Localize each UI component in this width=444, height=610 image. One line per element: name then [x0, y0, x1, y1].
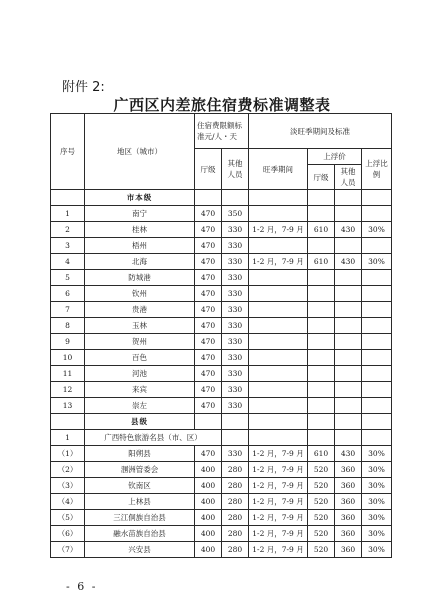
cell-region: 北海: [85, 254, 195, 270]
cell-seq: （7）: [51, 542, 85, 558]
table-row: [51, 206, 392, 222]
cell-region: 三江侗族自治县: [85, 510, 195, 526]
cell-region: 涠洲管委会: [85, 462, 195, 478]
county-group-label: 广西特色旅游名县（市、区）: [85, 430, 222, 446]
cell-ratio: 30%: [362, 542, 392, 558]
cell-ratio: [362, 286, 392, 302]
cell-peak-others: 430: [335, 222, 362, 238]
cell-period: [249, 206, 308, 222]
header-raise-bureau: 厅级: [308, 165, 335, 190]
table-row: [51, 526, 392, 542]
cell-peak-others: 360: [335, 478, 362, 494]
cell-seq: （6）: [51, 526, 85, 542]
header-raise-price: 上浮价: [308, 149, 362, 165]
cell-ratio: 30%: [362, 510, 392, 526]
section-row-county: [51, 414, 392, 430]
cell-period: [249, 286, 308, 302]
cell-peak-others: [335, 398, 362, 414]
cell-others: 330: [222, 238, 249, 254]
cell-period: [249, 382, 308, 398]
cell-peak-others: [335, 286, 362, 302]
cell-bureau: 470: [195, 206, 222, 222]
cell-seq: 10: [51, 350, 85, 366]
cell-peak-bureau: [308, 334, 335, 350]
cell-peak-others: 360: [335, 526, 362, 542]
cell-period: 1-2 月，7-9 月: [249, 510, 308, 526]
table-row: [51, 446, 392, 462]
cell-bureau: 470: [195, 270, 222, 286]
cell-region: 兴安县: [85, 542, 195, 558]
cell-others: 330: [222, 222, 249, 238]
cell-peak-others: [335, 270, 362, 286]
cell-others: 280: [222, 478, 249, 494]
cell-region: 钦州: [85, 286, 195, 302]
cell-others: 350: [222, 206, 249, 222]
table-row: [51, 366, 392, 382]
cell-period: 1-2 月，7-9 月: [249, 446, 308, 462]
cell-region: 贵港: [85, 302, 195, 318]
cell-seq: 4: [51, 254, 85, 270]
cell-peak-others: 360: [335, 494, 362, 510]
cell-ratio: 30%: [362, 462, 392, 478]
cell-peak-bureau: [308, 398, 335, 414]
cell-peak-bureau: [308, 302, 335, 318]
header-raise-others: 其他人员: [335, 165, 362, 190]
cell-bureau: 470: [195, 350, 222, 366]
cell-period: 1-2 月，7-9 月: [249, 478, 308, 494]
cell-period: [249, 334, 308, 350]
cell-peak-others: [335, 350, 362, 366]
cell-period: [249, 238, 308, 254]
section-label-county: 县级: [85, 414, 195, 430]
cell-region: 梧州: [85, 238, 195, 254]
cell-ratio: [362, 206, 392, 222]
cell-region: 阳朔县: [85, 446, 195, 462]
cell-bureau: 400: [195, 510, 222, 526]
table-body: [51, 190, 392, 206]
cell-region: 上林县: [85, 494, 195, 510]
cell-peak-bureau: 520: [308, 494, 335, 510]
section-label-city: 市本级: [85, 190, 195, 206]
table-row: [51, 494, 392, 510]
cell-period: [249, 366, 308, 382]
cell-bureau: 470: [195, 286, 222, 302]
cell-bureau: 470: [195, 318, 222, 334]
header-seq: 序号: [51, 114, 85, 190]
cell-region: 贺州: [85, 334, 195, 350]
cell-seq: 12: [51, 382, 85, 398]
cell-others: 330: [222, 286, 249, 302]
cell-peak-others: [335, 206, 362, 222]
cell-region: 崇左: [85, 398, 195, 414]
cell-peak-others: 360: [335, 462, 362, 478]
cell-peak-others: [335, 334, 362, 350]
cell-bureau: 470: [195, 366, 222, 382]
header-rate-group: 住宿费限额标准元/人・天: [195, 114, 249, 149]
cell-ratio: [362, 270, 392, 286]
cell-peak-others: [335, 318, 362, 334]
cell-region: 桂林: [85, 222, 195, 238]
cell-peak-others: 360: [335, 510, 362, 526]
header-raise-ratio: 上浮比例: [362, 149, 392, 190]
cell-peak-bureau: [308, 366, 335, 382]
cell-ratio: [362, 382, 392, 398]
cell-others: 330: [222, 350, 249, 366]
cell-others: 280: [222, 494, 249, 510]
cell-peak-bureau: [308, 382, 335, 398]
county-section: [51, 414, 392, 446]
header-season-group: 淡旺季期间及标准: [249, 114, 392, 149]
county-group-seq: 1: [51, 430, 85, 446]
cell-peak-bureau: 610: [308, 254, 335, 270]
county-group-row: [51, 430, 392, 446]
cell-period: 1-2 月，7-9 月: [249, 526, 308, 542]
cell-others: 330: [222, 302, 249, 318]
cell-others: 330: [222, 382, 249, 398]
cell-bureau: 470: [195, 238, 222, 254]
cell-seq: 7: [51, 302, 85, 318]
page-number: - 6 -: [66, 580, 98, 593]
cell-period: [249, 398, 308, 414]
cell-peak-bureau: 520: [308, 478, 335, 494]
cell-seq: （4）: [51, 494, 85, 510]
cell-peak-bureau: 520: [308, 542, 335, 558]
cell-peak-others: [335, 302, 362, 318]
cell-ratio: 30%: [362, 526, 392, 542]
cell-ratio: [362, 238, 392, 254]
table-row: [51, 350, 392, 366]
cell-ratio: [362, 366, 392, 382]
cell-others: 330: [222, 398, 249, 414]
cell-peak-others: 360: [335, 542, 362, 558]
cell-region: 防城港: [85, 270, 195, 286]
header-others: 其他人员: [222, 149, 249, 190]
cell-peak-bureau: 610: [308, 222, 335, 238]
cell-bureau: 470: [195, 446, 222, 462]
cell-seq: 2: [51, 222, 85, 238]
cell-region: 南宁: [85, 206, 195, 222]
cell-peak-others: [335, 382, 362, 398]
cell-peak-others: 430: [335, 446, 362, 462]
cell-period: 1-2 月，7-9 月: [249, 542, 308, 558]
cell-peak-others: 430: [335, 254, 362, 270]
cell-region: 玉林: [85, 318, 195, 334]
cell-bureau: 470: [195, 382, 222, 398]
cell-region: 融水苗族自治县: [85, 526, 195, 542]
cell-ratio: [362, 334, 392, 350]
cell-bureau: 400: [195, 526, 222, 542]
cell-peak-bureau: [308, 270, 335, 286]
cell-ratio: 30%: [362, 494, 392, 510]
cell-ratio: [362, 302, 392, 318]
cell-period: 1-2 月，7-9 月: [249, 254, 308, 270]
cell-ratio: [362, 350, 392, 366]
cell-region: 河池: [85, 366, 195, 382]
document-title: 广西区内差旅住宿费标准调整表: [113, 96, 331, 114]
table-header: [51, 114, 392, 190]
cell-period: 1-2 月，7-9 月: [249, 494, 308, 510]
accommodation-standard-table: [50, 113, 392, 558]
cell-seq: （1）: [51, 446, 85, 462]
cell-peak-bureau: 520: [308, 510, 335, 526]
cell-others: 280: [222, 526, 249, 542]
cell-seq: 8: [51, 318, 85, 334]
table-row: [51, 462, 392, 478]
cell-others: 330: [222, 446, 249, 462]
header-region: 地区（城市）: [85, 114, 195, 190]
cell-seq: 9: [51, 334, 85, 350]
table-row: [51, 270, 392, 286]
cell-ratio: 30%: [362, 446, 392, 462]
cell-others: 330: [222, 334, 249, 350]
cell-region: 钦南区: [85, 478, 195, 494]
cell-bureau: 470: [195, 334, 222, 350]
cell-peak-bureau: 520: [308, 462, 335, 478]
cell-peak-others: [335, 238, 362, 254]
cell-others: 280: [222, 462, 249, 478]
table-row: [51, 542, 392, 558]
cell-others: 330: [222, 366, 249, 382]
table-row: [51, 238, 392, 254]
cell-peak-bureau: [308, 286, 335, 302]
cell-seq: 1: [51, 206, 85, 222]
cell-period: [249, 302, 308, 318]
cell-peak-bureau: 520: [308, 526, 335, 542]
cell-bureau: 470: [195, 302, 222, 318]
table-row: [51, 334, 392, 350]
cell-region: 来宾: [85, 382, 195, 398]
table-row: [51, 222, 392, 238]
cell-peak-bureau: [308, 206, 335, 222]
cell-seq: 11: [51, 366, 85, 382]
cell-seq: （5）: [51, 510, 85, 526]
cell-others: 280: [222, 542, 249, 558]
cell-ratio: 30%: [362, 222, 392, 238]
cell-others: 280: [222, 510, 249, 526]
cell-seq: 3: [51, 238, 85, 254]
county-rows: [51, 446, 392, 558]
cell-ratio: [362, 398, 392, 414]
cell-bureau: 400: [195, 462, 222, 478]
cell-peak-bureau: 610: [308, 446, 335, 462]
cell-seq: 5: [51, 270, 85, 286]
cell-region: 百色: [85, 350, 195, 366]
cell-bureau: 400: [195, 542, 222, 558]
cell-peak-bureau: [308, 318, 335, 334]
cell-peak-bureau: [308, 350, 335, 366]
cell-others: 330: [222, 270, 249, 286]
cell-bureau: 470: [195, 222, 222, 238]
section-row-city: [51, 190, 392, 206]
table-row: [51, 254, 392, 270]
table-row: [51, 318, 392, 334]
cell-bureau: 400: [195, 494, 222, 510]
header-bureau: 厅级: [195, 149, 222, 190]
cell-seq: 13: [51, 398, 85, 414]
cell-others: 330: [222, 254, 249, 270]
cell-seq: 6: [51, 286, 85, 302]
cell-period: 1-2 月，7-9 月: [249, 222, 308, 238]
cell-ratio: 30%: [362, 254, 392, 270]
cell-ratio: [362, 318, 392, 334]
cell-bureau: 400: [195, 478, 222, 494]
cell-seq: （2）: [51, 462, 85, 478]
cell-others: 330: [222, 318, 249, 334]
table-row: [51, 478, 392, 494]
table-row: [51, 286, 392, 302]
table-row: [51, 382, 392, 398]
table-row: [51, 302, 392, 318]
cell-period: [249, 270, 308, 286]
table-row: [51, 398, 392, 414]
table-row: [51, 510, 392, 526]
cell-ratio: 30%: [362, 478, 392, 494]
cell-peak-others: [335, 366, 362, 382]
cell-period: 1-2 月，7-9 月: [249, 462, 308, 478]
city-rows: [51, 206, 392, 414]
cell-seq: （3）: [51, 478, 85, 494]
cell-bureau: 470: [195, 254, 222, 270]
attachment-label: 附件 2:: [62, 80, 105, 95]
cell-period: [249, 318, 308, 334]
cell-bureau: 470: [195, 398, 222, 414]
cell-period: [249, 350, 308, 366]
cell-peak-bureau: [308, 238, 335, 254]
header-peak-period: 旺季期间: [249, 149, 308, 190]
